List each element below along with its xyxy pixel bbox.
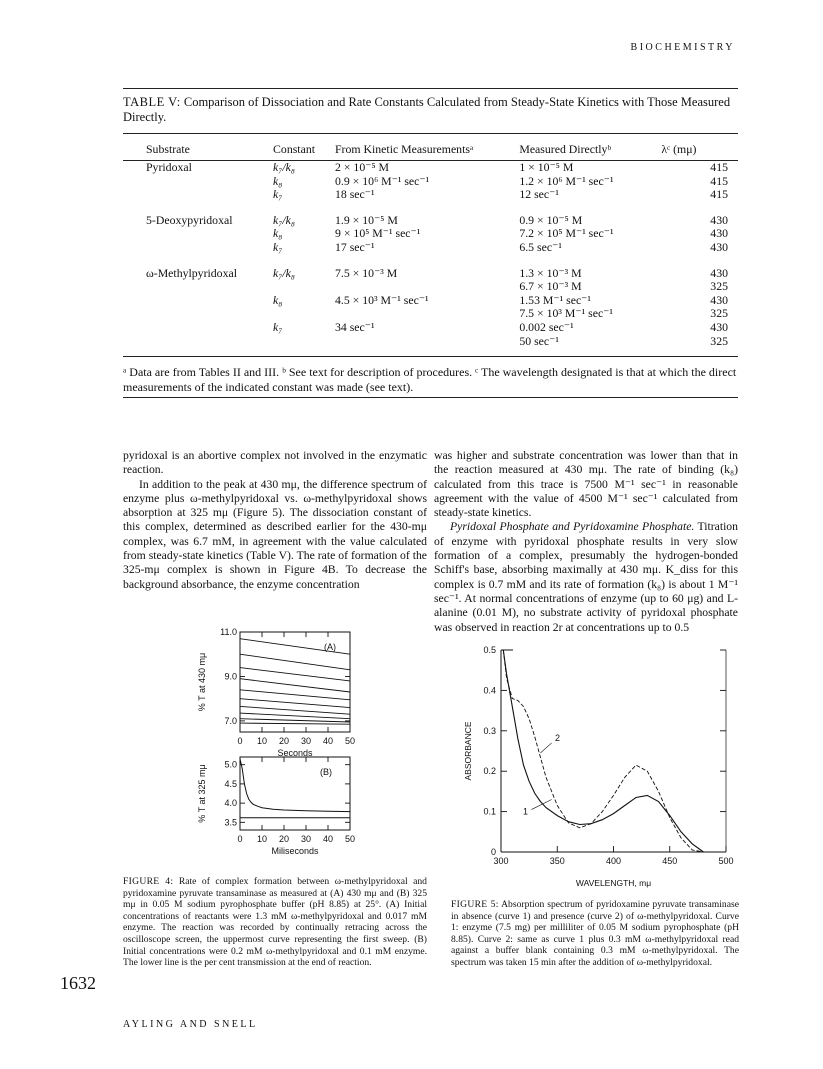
table-cell: 9 × 10⁵ M⁻¹ sec⁻¹	[334, 226, 421, 241]
table-footnote: ᵃ Data are from Tables II and III. ᵇ See text for description of procedures. ᶜ The wavelength designated is that at which the direct measurements of the indicated constant was made (see text).	[123, 365, 737, 394]
x-tick-label: 10	[256, 736, 268, 746]
table-header-row	[123, 141, 738, 161]
table-row	[123, 255, 738, 281]
table-cell: k₇	[273, 239, 283, 254]
right-column-text	[434, 449, 738, 635]
y-tick-label: 9.0	[224, 671, 237, 682]
table-cell: 0.9 × 10⁻⁵ M	[519, 212, 583, 227]
figure-4	[180, 620, 370, 865]
table-cell	[273, 280, 335, 294]
x-tick-label: 50	[344, 834, 356, 844]
table-cell: k₈	[273, 173, 283, 188]
table-cell: 1.9 × 10⁻⁵ M	[334, 212, 398, 227]
x-tick-label: 0	[237, 834, 243, 844]
table-cell: 0.002 sec⁻¹	[519, 319, 574, 334]
table-row	[123, 321, 738, 335]
trace-line	[240, 699, 350, 708]
x-axis-label: Seconds	[277, 748, 313, 758]
table-row	[123, 280, 738, 294]
figure-5	[456, 640, 746, 895]
table-cell: 1.3 × 10⁻³ M	[519, 265, 582, 280]
x-tick-label: 450	[662, 856, 678, 866]
figure-4-caption	[123, 876, 427, 969]
trace-line	[240, 679, 350, 692]
table-cell: 7.5 × 10⁻³ M	[334, 265, 398, 280]
trace-line	[240, 759, 350, 812]
running-head: BIOCHEMISTRY	[630, 42, 735, 53]
x-tick-label: 20	[278, 736, 290, 746]
y-tick-label: 4.0	[224, 798, 237, 809]
table-cell	[123, 280, 273, 294]
table-cell	[123, 188, 273, 202]
table-row	[123, 227, 738, 241]
authors-footer: AYLING AND SNELL	[123, 1019, 258, 1030]
page-number: 1632	[60, 973, 96, 993]
figure-4b-plot	[197, 757, 355, 856]
table-row	[123, 307, 738, 321]
header-constant: Constant	[273, 141, 335, 161]
trace-line	[240, 668, 350, 681]
table-cell: 50 sec⁻¹	[519, 333, 559, 348]
curve-1-label: 1	[522, 806, 528, 817]
table-end-rule	[123, 397, 738, 398]
y-tick-label: 0.4	[483, 685, 496, 696]
x-tick-label: 30	[300, 736, 312, 746]
table-cell	[335, 280, 519, 294]
y-tick-label: 3.5	[224, 817, 237, 828]
table-label: TABLE V:	[123, 95, 181, 109]
table-cell: 17 sec⁻¹	[334, 239, 375, 254]
table-cell: 18 sec⁻¹	[334, 187, 375, 202]
figure-4a-plot	[197, 627, 355, 758]
x-tick-label: 400	[605, 856, 622, 866]
trace-line	[240, 706, 350, 714]
x-tick-label: 500	[718, 856, 734, 866]
y-axis-label: % T at 430 mμ	[197, 652, 207, 712]
y-tick-label: 0.2	[483, 766, 496, 777]
table-top-rule	[123, 133, 738, 134]
y-axis-label: ABSORBANCE	[463, 721, 473, 781]
y-tick-label: 0	[490, 847, 496, 857]
paragraph: was higher and substrate concentration was lower than that in the reaction measured at 430 mμ. The rate of binding (k₈) calculated from this trace is 7500 M⁻¹ sec⁻¹ in reasonable agreement with the value of 4500 M⁻¹ sec⁻¹ calculated from steady-state kinetics.	[434, 449, 738, 520]
table-cell: 2 × 10⁻⁵ M	[334, 160, 389, 174]
paragraph: In addition to the peak at 430 mμ, the difference spectrum of enzyme plus ω-methylpyridoxal vs. ω-methylpyridoxal shows absorption at 325 mμ (Figure 5). The dissociation constant of this complex, determined as described earlier for the 430-mμ complex, was 6.7 mM, in agreement with the value calculated from steady-state kinetics (Table V). The rate of formation of the 325-mμ complex is shown in Figure 4B. To decrease the background absorbance, the enzyme concentration	[123, 477, 427, 591]
figure-4-caption-text: Rate of complex formation between ω-methylpyridoxal and pyridoxamine pyruvate transaminase as measured at (A) 430 mμ and (B) 325 mμ in 0.05 M sodium pyrophosphate buffer (pH 8.85) at 25°. (A) Initial concentrations of reactants were 1.3 mM ω-methylpyridoxal and 0.017 mM enzyme. The reaction was recorded by continually retracing across the oscilloscope screen, the uppermost curve representing the first sweep. (B) Initial concentrations were 0.2 mM ω-methylpyridoxal and 0.1 mM enzyme. The lower line is the per cent transmission at the end of reaction.	[123, 876, 427, 969]
table-cell	[335, 335, 519, 349]
table-cell: 6.5 sec⁻¹	[519, 239, 562, 254]
panel-label: (B)	[320, 767, 332, 777]
table-cell: k₈	[273, 292, 283, 307]
trace-line	[240, 690, 350, 700]
table-cell: 325	[710, 279, 728, 294]
table-row	[123, 294, 738, 308]
table-cell	[273, 307, 335, 321]
table-bottom-rule	[123, 356, 738, 357]
table-row	[123, 175, 738, 189]
y-tick-label: 7.0	[224, 715, 237, 726]
table-cell: 7.2 × 10⁵ M⁻¹ sec⁻¹	[519, 226, 614, 241]
table-cell: 7.5 × 10³ M⁻¹ sec⁻¹	[519, 306, 613, 321]
figure-5-label: FIGURE 5:	[451, 899, 499, 910]
table-caption	[123, 95, 738, 125]
table-cell	[123, 321, 273, 335]
trace-line	[240, 723, 350, 724]
y-tick-label: 4.5	[224, 778, 237, 789]
y-axis-label: % T at 325 mμ	[197, 764, 207, 823]
x-tick-label: 20	[278, 834, 290, 844]
table-cell	[273, 335, 335, 349]
trace-line	[240, 713, 350, 719]
table-cell: 430	[710, 212, 728, 227]
table-cell: 1.53 M⁻¹ sec⁻¹	[519, 292, 591, 307]
y-tick-label: 5.0	[224, 759, 237, 770]
header-kinetic: From Kinetic Measurementsᵃ	[335, 141, 519, 161]
x-axis-label: Miliseconds	[271, 846, 319, 856]
y-tick-label: 0.5	[483, 645, 496, 655]
trace-line	[240, 654, 350, 670]
table-caption-text: Comparison of Dissociation and Rate Constants Calculated from Steady-State Kinetics with Those Measured Directly.	[123, 95, 731, 124]
x-tick-label: 0	[237, 736, 243, 746]
table-cell	[335, 307, 519, 321]
x-tick-label: 40	[322, 834, 334, 844]
table-cell: 325	[710, 333, 728, 348]
table-cell: 430	[710, 226, 728, 241]
figure-5-caption	[451, 899, 739, 969]
top-rule	[123, 88, 738, 89]
table-cell: k₇/k₈	[273, 265, 295, 280]
table-cell	[123, 307, 273, 321]
table-cell: k₈	[273, 226, 283, 241]
x-tick-label: 300	[493, 856, 509, 866]
table-cell	[123, 175, 273, 189]
x-tick-label: 40	[322, 736, 334, 746]
table-cell: 1 × 10⁻⁵ M	[519, 160, 574, 174]
table-cell: 4.5 × 10³ M⁻¹ sec⁻¹	[334, 292, 429, 307]
table-cell	[123, 294, 273, 308]
x-tick-label: 350	[549, 856, 565, 866]
paragraph: pyridoxal is an abortive complex not involved in the enzymatic reaction.	[123, 449, 427, 477]
leader-line	[531, 799, 551, 809]
header-direct: Measured Directlyᵇ	[519, 141, 661, 161]
table-row	[123, 188, 738, 202]
section-heading: Pyridoxal Phosphate and Pyridoxamine Phosphate.	[450, 520, 695, 534]
table-cell	[123, 227, 273, 241]
table-row	[123, 161, 738, 175]
data-table	[123, 141, 738, 348]
table-cell: 325	[710, 306, 728, 321]
header-substrate: Substrate	[123, 141, 273, 161]
table-cell: 34 sec⁻¹	[334, 319, 375, 334]
leader-line	[540, 743, 551, 753]
table-cell: 6.7 × 10⁻³ M	[519, 279, 582, 294]
header-lambda: λᶜ (mμ)	[661, 141, 738, 161]
table-cell: 430	[710, 292, 728, 307]
table-row	[123, 335, 738, 349]
x-axis-label: WAVELENGTH, mμ	[575, 878, 652, 888]
paragraph: Titration of enzyme with pyridoxal phosphate results in very slow formation of a complex, presumably the hydrogen-bonded Schiff's base, absorbing maximally at 430 mμ. K_diss for this complex is 0.7 mM and its rate of formation (k₈) is about 1 M⁻¹ sec⁻¹. At normal concentrations of enzyme (up to 60 μg) and L-alanine (0.01 M), no substrate activity of pyridoxal phosphate was observed in reaction 2r at concentrations up to 0.5	[434, 520, 738, 634]
table-cell: 415	[710, 160, 728, 174]
figure-4-label: FIGURE 4:	[123, 876, 174, 887]
curve-1-line	[503, 650, 703, 852]
table-row	[123, 202, 738, 228]
panel-label: (A)	[324, 642, 336, 652]
table-cell: k₇	[273, 187, 283, 202]
table-row	[123, 241, 738, 255]
table-cell: ω-Methylpyridoxal	[146, 265, 237, 280]
left-column-text	[123, 449, 427, 592]
y-tick-label: 0.3	[483, 725, 496, 736]
table-cell: Pyridoxal	[146, 160, 192, 174]
table-cell: k₇	[273, 319, 283, 334]
x-tick-label: 10	[256, 834, 268, 844]
y-tick-label: 0.1	[483, 806, 496, 817]
table-cell	[123, 335, 273, 349]
table-cell: 415	[710, 187, 728, 202]
x-tick-label: 30	[300, 834, 312, 844]
x-tick-label: 50	[344, 736, 356, 746]
plot-frame	[240, 757, 350, 830]
table-cell: 1.2 × 10⁶ M⁻¹ sec⁻¹	[519, 173, 614, 188]
y-tick-label: 11.0	[220, 627, 237, 637]
figure-5-plot	[463, 645, 734, 888]
table-cell: 430	[710, 239, 728, 254]
figure-5-caption-text: Absorption spectrum of pyridoxamine pyruvate transaminase in absence (curve 1) and presence (curve 2) of ω-methylpyridoxal. Curve 1: enzyme (7.5 mg) per milliliter of 0.05 M sodium pyrophosphate (pH 8.85). Curve 2: same as curve 1 plus 0.3 mM ω-methylpyridoxal read against a buffer blank containing 0.3 mM ω-methylpyridoxal. The spectrum was taken 15 min after the addition of ω-methylpyridoxal.	[451, 899, 739, 968]
table-cell: 5-Deoxypyridoxal	[146, 212, 233, 227]
table-cell	[123, 241, 273, 255]
table-cell: 430	[710, 319, 728, 334]
table-cell: 430	[710, 265, 728, 280]
trace-line	[240, 719, 350, 722]
table-cell: 415	[710, 173, 728, 188]
table-cell: k₇/k₈	[273, 160, 295, 174]
table-cell: k₇/k₈	[273, 212, 295, 227]
table-cell: 0.9 × 10⁶ M⁻¹ sec⁻¹	[334, 173, 430, 188]
table-cell: 12 sec⁻¹	[519, 187, 559, 202]
curve-2-label: 2	[555, 732, 561, 743]
